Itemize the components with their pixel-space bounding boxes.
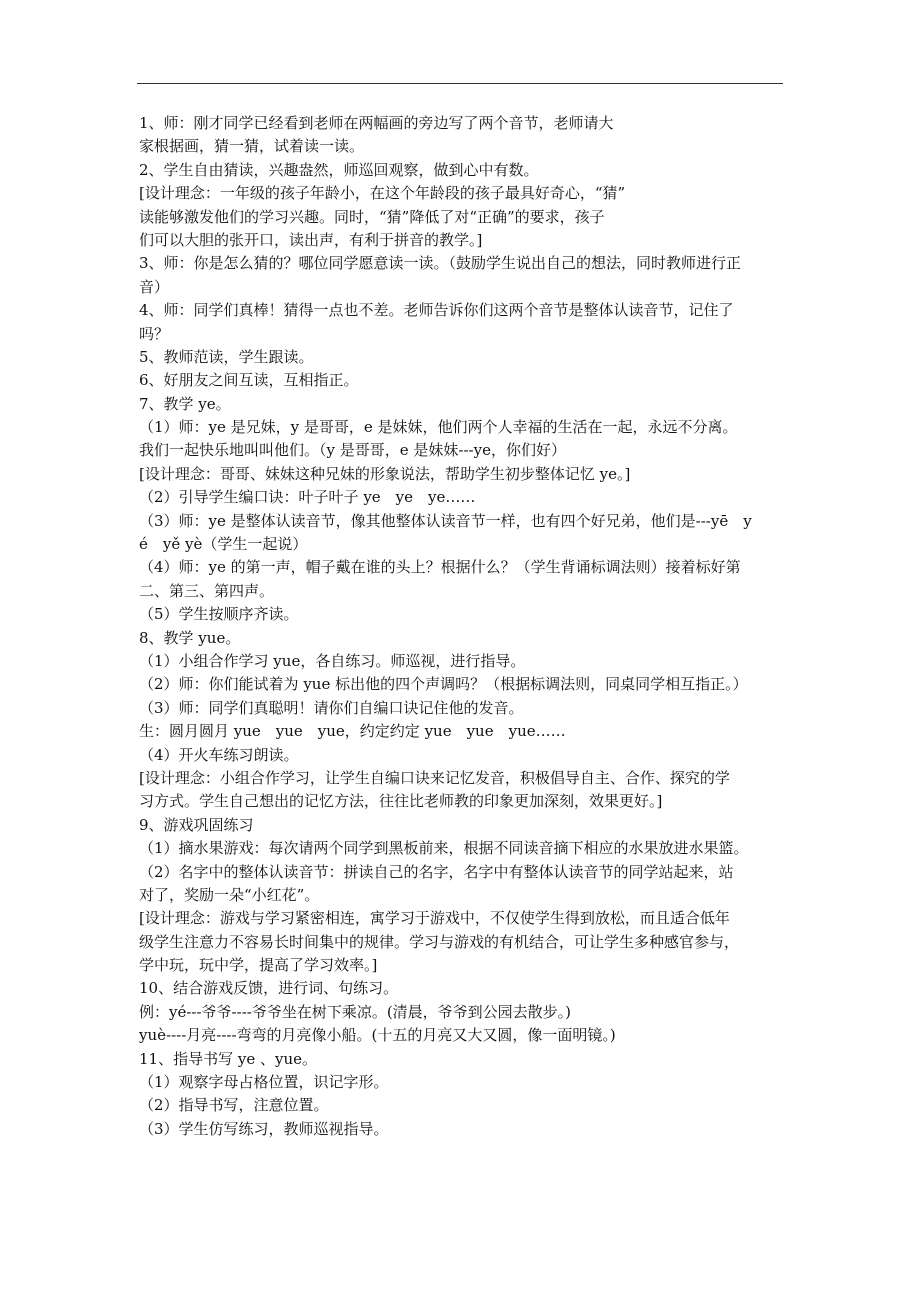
text-line: 们可以大胆的张开口，读出声，有利于拼音的教学。] — [139, 230, 483, 249]
text-line: 9、游戏巩固练习 — [139, 815, 254, 834]
text-line: 2、学生自由猜读，兴趣盎然，师巡回观察，做到心中有数。 — [139, 160, 539, 179]
text-line: 家根据画，猜一猜，试着读一读。 — [139, 137, 365, 156]
text-line: 学中玩，玩中学，提高了学习效率。] — [139, 956, 378, 975]
text-line: 对了，奖励一朵“小红花”。 — [139, 885, 320, 904]
text-line: 7、教学 ye。 — [139, 394, 231, 413]
text-line: 5、教师范读，学生跟读。 — [139, 347, 314, 366]
text-line: 二、第三、第四声。 — [139, 581, 275, 600]
text-line: 11、指导书写 ye 、yue。 — [139, 1049, 317, 1068]
text-line: [设计理念：一年级的孩子年龄小，在这个年龄段的孩子最具好奇心，“猜” — [139, 184, 626, 203]
text-line: [设计理念：游戏与学习紧密相连，寓学习于游戏中，不仅使学生得到放松，而且适合低年 — [139, 909, 730, 928]
text-line: 生：圆月圆月 yue yue yue，约定约定 yue yue yue…… — [139, 722, 566, 741]
text-line: （4）师：ye 的第一声，帽子戴在谁的头上？根据什么？（学生背诵标调法则）接着标好第 — [139, 558, 741, 577]
text-line: （1）小组合作学习 yue，各自练习。师巡视，进行指导。 — [139, 651, 526, 670]
text-line: （2）指导书写，注意位置。 — [139, 1096, 329, 1115]
text-line: [设计理念：小组合作学习，让学生自编口诀来记忆发音，积极倡导自主、合作、探究的学 — [139, 768, 730, 787]
text-line: 例：yé---爷爷----爷爷坐在树下乘凉。(清晨，爷爷到公园去散步。) — [139, 1002, 572, 1021]
text-line: yuè----月亮----弯弯的月亮像小船。(十五的月亮又大又圆，像一面明镜。) — [139, 1026, 616, 1045]
text-line: （4）开火车练习朗读。 — [139, 745, 299, 764]
text-line: （2）师：你们能试着为 yue 标出他的四个声调吗？（根据标调法则，同桌同学相互指正。） — [139, 675, 748, 694]
text-line: 4、师：同学们真棒！猜得一点也不差。老师告诉你们这两个音节是整体认读音节，记住了 — [139, 301, 734, 320]
text-line: （2）引导学生编口诀：叶子叶子 ye ye ye…… — [139, 488, 476, 507]
text-line: （5）学生按顺序齐读。 — [139, 605, 299, 624]
text-line: 6、好朋友之间互读，互相指正。 — [139, 371, 359, 390]
text-line: （2）名字中的整体认读音节：拼读自己的名字，名字中有整体认读音节的同学站起来，站 — [139, 862, 734, 881]
text-line: 音） — [139, 277, 170, 296]
text-line: 8、教学 yue。 — [139, 628, 241, 647]
text-line: 3、师：你是怎么猜的？哪位同学愿意读一读。（鼓励学生说出自己的想法，同时教师进行正 — [139, 254, 742, 273]
text-line: （1）摘水果游戏：每次请两个同学到黑板前来，根据不同读音摘下相应的水果放进水果篮。 — [139, 839, 749, 858]
text-line: （3）学生仿写练习，教师巡视指导。 — [139, 1119, 389, 1138]
header-rule — [137, 83, 783, 84]
text-line: （3）师：同学们真聪明！请你们自编口诀记住他的发音。 — [139, 698, 524, 717]
text-line: （1）观察字母占格位置，识记字形。 — [139, 1073, 389, 1092]
text-line: （1）师：ye 是兄妹，y 是哥哥，e 是妹妹，他们两个人幸福的生活在一起，永远不分离。 — [139, 418, 738, 437]
text-line: 10、结合游戏反馈，进行词、句练习。 — [139, 979, 399, 998]
text-line: 1、师：刚才同学已经看到老师在两幅画的旁边写了两个音节，老师请大 — [139, 114, 614, 132]
text-line: é yě yè（学生一起说） — [139, 535, 308, 554]
text-line: 我们一起快乐地叫叫他们。（y 是哥哥，e 是妹妹---ye，你们好） — [139, 441, 566, 460]
text-line: 级学生注意力不容易长时间集中的规律。学习与游戏的有机结合，可让学生多种感官参与， — [139, 932, 740, 951]
text-line: [设计理念：哥哥、妹妹这种兄妹的形象说法，帮助学生初步整体记忆 ye。] — [139, 464, 631, 483]
text-line: 习方式。学生自己想出的记忆方法，往往比老师教的印象更加深刻，效果更好。] — [139, 792, 663, 811]
document-body — [139, 112, 785, 1141]
text-line: 读能够激发他们的学习兴趣。同时，“猜”降低了对“正确”的要求，孩子 — [139, 207, 605, 226]
text-line: （3）师：ye 是整体认读音节，像其他整体认读音节一样，也有四个好兄弟，他们是---yē y — [139, 511, 752, 530]
text-line: 吗？ — [139, 324, 170, 343]
